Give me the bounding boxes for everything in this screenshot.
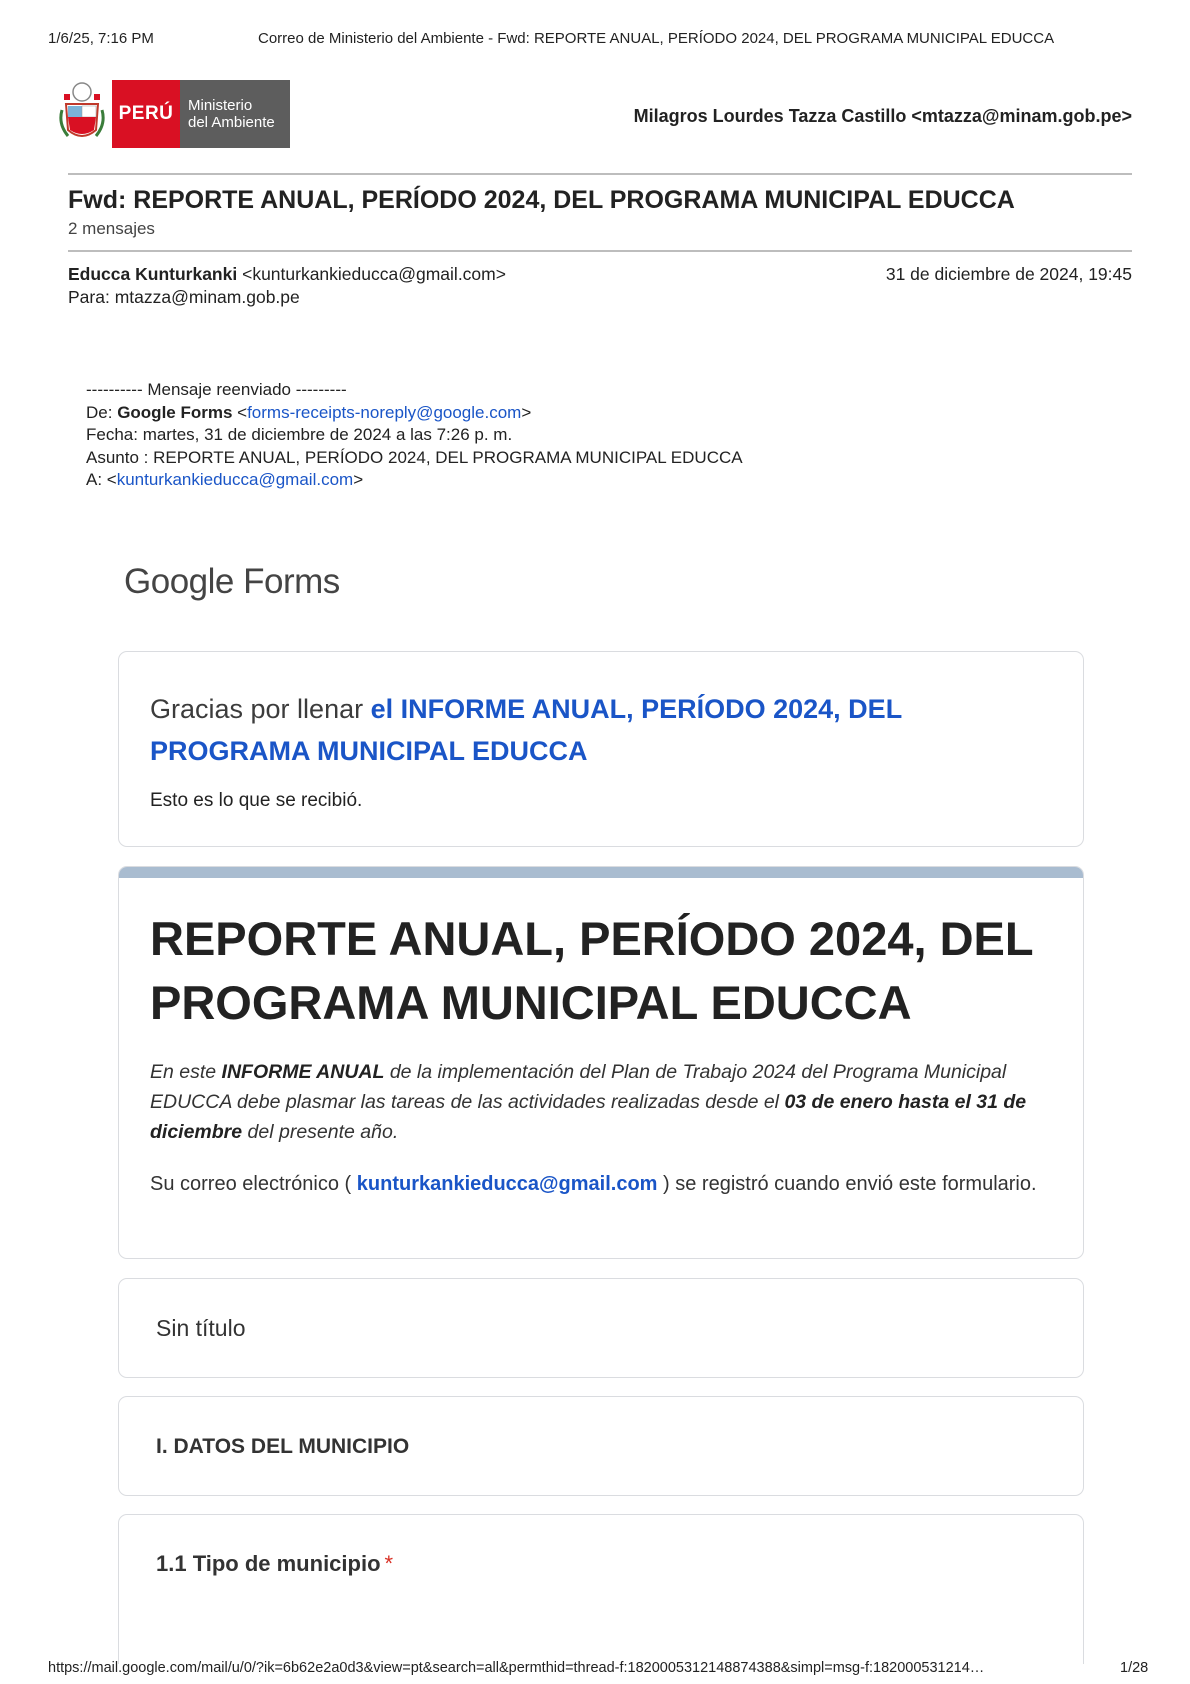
ministry-logo bbox=[58, 80, 290, 148]
sender-name: Educca Kunturkanki bbox=[68, 264, 238, 284]
forward-subject: Asunto : REPORTE ANUAL, PERÍODO 2024, DEL PROGRAMA MUNICIPAL EDUCCA bbox=[86, 447, 743, 467]
peru-coat-of-arms-icon bbox=[58, 80, 106, 148]
divider bbox=[68, 250, 1132, 252]
desc-part: En este bbox=[150, 1061, 222, 1083]
forward-to: A: <kunturkankieducca@gmail.com> bbox=[86, 470, 364, 489]
logo-ministry bbox=[180, 80, 290, 148]
logo-country: PERÚ bbox=[112, 80, 180, 148]
google-forms-logo bbox=[124, 562, 340, 602]
untitled-section-card bbox=[118, 1278, 1084, 1378]
print-url: https://mail.google.com/mail/u/0/?ik=6b62e2a0d3&view=pt&search=all&permthid=thread-f:1820005312148874388&simpl=msg-f:182000531214… bbox=[48, 1660, 985, 1676]
logo-ministry-line1: Ministerio bbox=[188, 97, 253, 114]
forms-wordmark: Forms bbox=[243, 562, 340, 601]
section-card bbox=[118, 1396, 1084, 1496]
print-page-number: 1/28 bbox=[1120, 1660, 1149, 1676]
respondent-email: kunturkankieducca@gmail.com bbox=[356, 1173, 658, 1195]
section-title: I. DATOS DEL MUNICIPIO bbox=[156, 1435, 410, 1458]
forwarded-header bbox=[86, 379, 743, 492]
section-title: Sin título bbox=[156, 1315, 246, 1341]
question-label bbox=[156, 1551, 393, 1577]
forward-from-email-link[interactable]: forms-receipts-noreply@google.com bbox=[247, 402, 522, 422]
message-sender bbox=[68, 264, 506, 285]
google-wordmark: Google bbox=[124, 562, 234, 601]
desc-bold: 03 de enero hasta el 31 de diciembre bbox=[150, 1091, 1027, 1143]
form-name-link[interactable]: el INFORME ANUAL, PERÍODO 2024, DEL PROGRAMA MUNICIPAL EDUCCA bbox=[150, 694, 902, 766]
print-datetime: 1/6/25, 7:16 PM bbox=[48, 30, 154, 47]
forward-to-email-link[interactable]: kunturkankieducca@gmail.com bbox=[116, 470, 354, 489]
form-description bbox=[150, 1057, 1050, 1147]
email-note-part: Su correo electrónico ( bbox=[150, 1173, 357, 1195]
thanks-card bbox=[118, 651, 1084, 847]
thanks-message bbox=[150, 688, 1030, 772]
message-recipient: Para: mtazza@minam.gob.pe bbox=[68, 287, 300, 307]
desc-bold: INFORME ANUAL bbox=[221, 1061, 385, 1083]
forward-separator: ---------- Mensaje reenviado --------- bbox=[86, 380, 347, 399]
question-text: 1.1 Tipo de municipio bbox=[156, 1551, 381, 1576]
logo-ministry-line2: del Ambiente bbox=[188, 114, 275, 131]
form-title: REPORTE ANUAL, PERÍODO 2024, DEL PROGRAMA MUNICIPAL EDUCCA bbox=[150, 912, 1033, 1029]
forward-from: De: Google Forms <forms-receipts-noreply@google.com> bbox=[86, 402, 532, 422]
desc-part: de la implementación del Plan de Trabajo 2024 del Programa Municipal EDUCCA debe plasmar las tareas de las actividades realizadas desde el bbox=[150, 1061, 1007, 1113]
sender-email: <kunturkankieducca@gmail.com> bbox=[242, 264, 506, 284]
email-recorded-note bbox=[150, 1169, 1050, 1199]
form-header-band bbox=[119, 867, 1083, 878]
print-page-title: Correo de Ministerio del Ambiente - Fwd: REPORTE ANUAL, PERÍODO 2024, DEL PROGRAMA MUNICIPAL EDUCCA bbox=[258, 30, 1055, 47]
forward-to-label: A: < bbox=[86, 470, 117, 489]
required-mark: * bbox=[384, 1551, 394, 1576]
question-card bbox=[118, 1514, 1084, 1664]
desc-part: del presente año. bbox=[242, 1121, 399, 1143]
thanks-prefix: Gracias por llenar bbox=[150, 694, 371, 724]
forward-date: Fecha: martes, 31 de diciembre de 2024 a las 7:26 p. m. bbox=[86, 425, 513, 444]
form-header-card bbox=[118, 866, 1084, 1259]
thread-subject: Fwd: REPORTE ANUAL, PERÍODO 2024, DEL PROGRAMA MUNICIPAL EDUCCA bbox=[68, 186, 1015, 214]
message-count: 2 mensajes bbox=[68, 219, 155, 238]
forward-from-label: De: bbox=[86, 402, 118, 422]
email-note-part: ) se registró cuando envió este formulario. bbox=[657, 1173, 1037, 1195]
received-note: Esto es lo que se recibió. bbox=[150, 790, 363, 811]
forward-from-name: Google Forms bbox=[117, 402, 233, 422]
message-date: 31 de diciembre de 2024, 19:45 bbox=[885, 264, 1132, 284]
divider bbox=[68, 173, 1132, 175]
account-name: Milagros Lourdes Tazza Castillo <mtazza@minam.gob.pe> bbox=[633, 106, 1132, 126]
